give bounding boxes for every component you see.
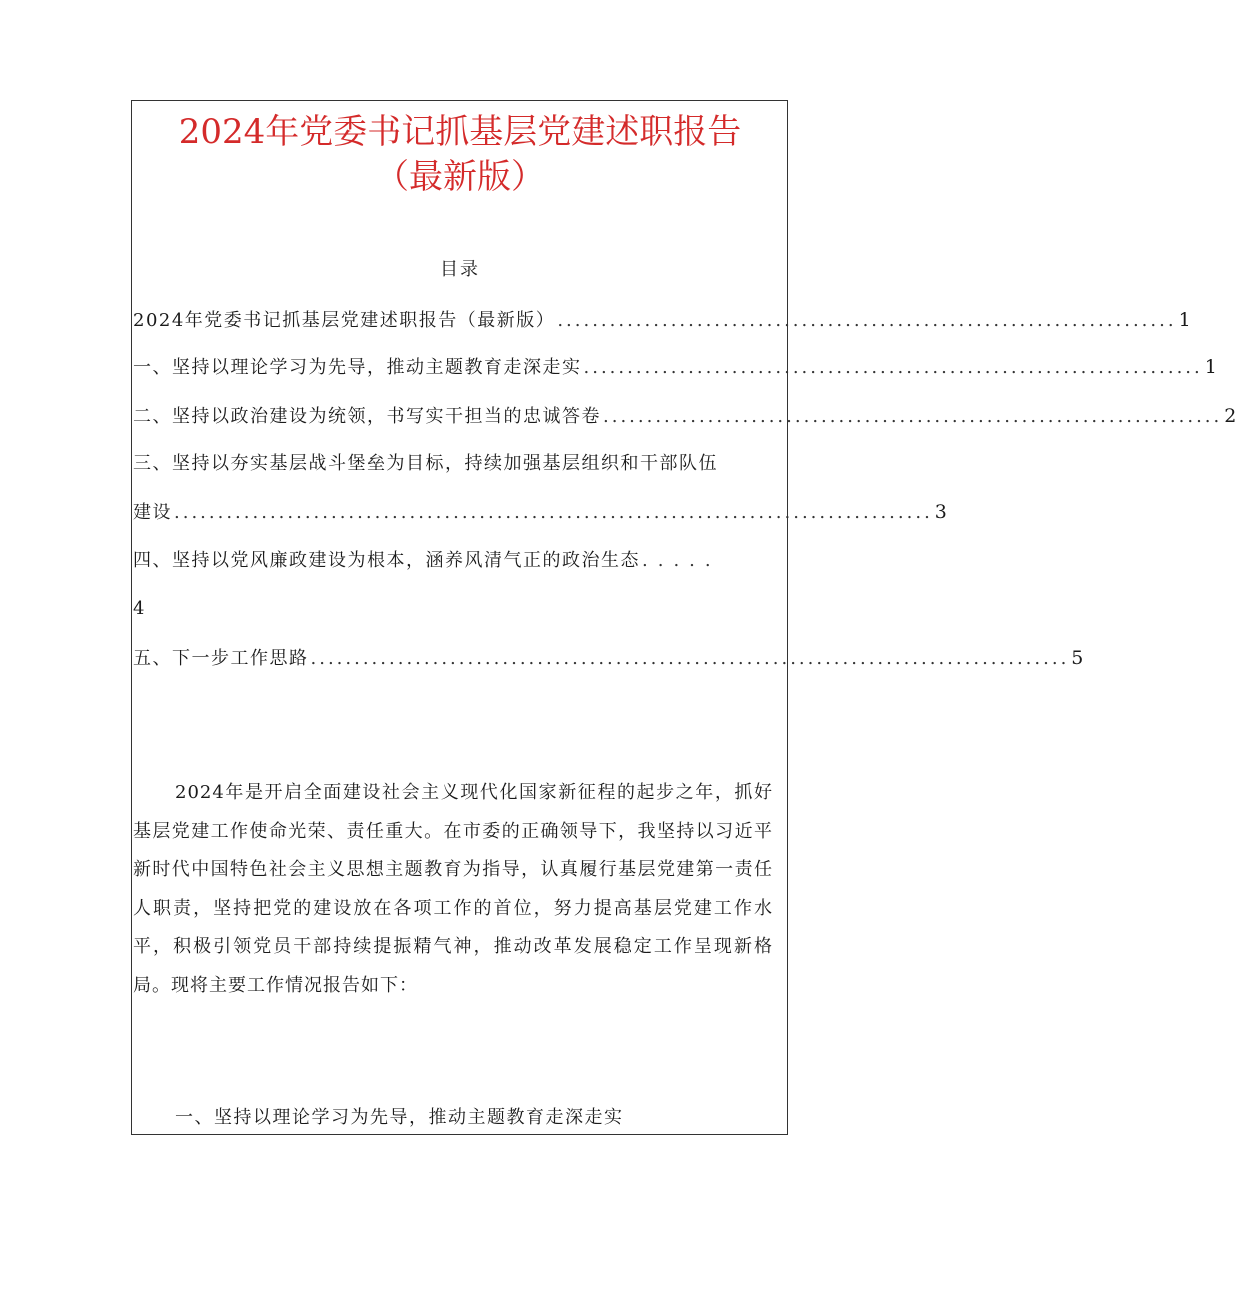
- toc-entry[interactable]: [133, 497, 947, 527]
- toc-entry-label: 五、下一步工作思路: [133, 648, 309, 669]
- toc-entry-page: 1: [1204, 356, 1217, 378]
- toc-entry-page: 3: [934, 501, 947, 523]
- toc-entry[interactable]: [133, 401, 1236, 431]
- toc-entry[interactable]: [133, 546, 773, 576]
- toc-entry-page: 1: [1178, 309, 1191, 331]
- toc-heading: 目录: [440, 259, 480, 280]
- toc-entry-label: 建设: [133, 502, 172, 523]
- intro-paragraph: 2024年是开启全面建设社会主义现代化国家新征程的起步之年，抓好基层党建工作使命光荣、责任重大。在市委的正确领导下，我坚持以习近平新时代中国特色社会主义思想主题教育为指导，认真履行基层党建第一责任人职责，坚持把党的建设放在各项工作的首位，努力提高基层党建工作水平，积极引领党员干部持续提振精气神，推动改革发展稳定工作呈现新格局。现将主要工作情况报告如下：: [133, 782, 773, 996]
- toc-leader-dots: .......................................................................: [603, 406, 1223, 427]
- toc-entry[interactable]: [133, 305, 1191, 335]
- document-subtitle: （最新版）: [375, 157, 545, 197]
- toc-leader-dots: .......................................................................: [583, 357, 1203, 378]
- toc-leader-dots: .......................................................................................: [174, 502, 933, 523]
- toc-leader-dots: .......................................................................: [557, 310, 1177, 331]
- toc-leader-dots: .....: [642, 550, 721, 571]
- toc-entry-page: 5: [1071, 647, 1084, 669]
- toc-entry-page-wrapped: 4: [133, 598, 146, 619]
- toc-entry-label: 二、坚持以政治建设为统领，书写实干担当的忠诚答卷: [133, 406, 601, 427]
- toc-entry-label: 一、坚持以理论学习为先导，推动主题教育走深走实: [133, 357, 582, 378]
- section-heading: 一、坚持以理论学习为先导，推动主题教育走深走实: [175, 1107, 624, 1128]
- toc-leader-dots: .......................................................................................: [310, 648, 1070, 669]
- toc-entry[interactable]: [133, 643, 1084, 673]
- toc-entry-page: 2: [1224, 405, 1236, 427]
- toc-entry-label-line1[interactable]: 三、坚持以夯实基层战斗堡垒为目标，持续加强基层组织和干部队伍: [133, 453, 718, 474]
- toc-entry-label: 四、坚持以党风廉政建设为根本，涵养风清气正的政治生态: [133, 550, 640, 571]
- toc-entry-label: 2024年党委书记抓基层党建述职报告（最新版）: [133, 310, 556, 331]
- toc-entry[interactable]: [133, 352, 1217, 382]
- document-title: 2024年党委书记抓基层党建述职报告: [178, 112, 742, 152]
